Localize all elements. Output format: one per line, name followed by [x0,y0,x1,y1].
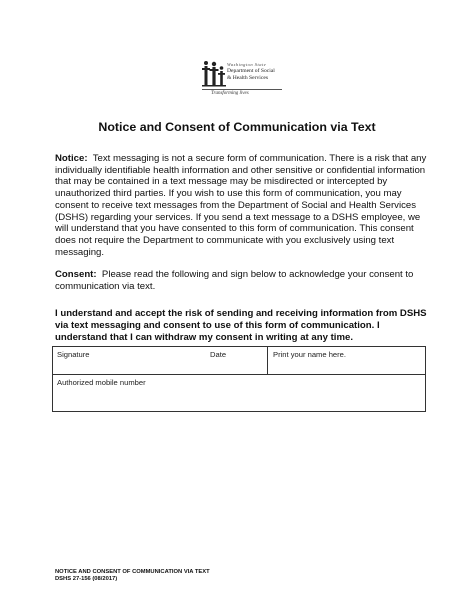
acknowledgement-text: I understand and accept the risk of sending and receiving information from DSHS via text messaging and consent to use of this form of communication. I understand that I can withdraw my consent in writing at any time. [55,308,427,343]
consent-paragraph [55,269,427,292]
logo-divider [202,89,282,90]
logo-dept-line-1: Department of Social [227,68,275,74]
date-field[interactable]: Date [210,350,227,359]
signature-table [52,346,426,412]
page-title: Notice and Consent of Communication via Text [98,120,376,134]
logo-state-text: Washington State [227,62,267,67]
dshs-logo [202,60,282,104]
consent-label: Consent: [55,269,97,280]
signature-row [53,347,425,375]
logo-dept-line-2: & Health Services [227,74,269,81]
footer-form-title: NOTICE AND CONSENT OF COMMUNICATION VIA TEXT [55,569,210,575]
consent-text: Please read the following and sign below to acknowledge your consent to communication via text. [55,269,414,292]
footer-form-number: DSHS 27-156 (08/2017) [55,576,118,582]
notice-label: Notice: [55,153,88,164]
print-name-field[interactable]: Print your name here. [273,350,347,359]
family-figures-icon [202,60,226,88]
logo-tagline: Transforming lives [211,91,249,96]
mobile-number-field[interactable]: Authorized mobile number [57,378,146,387]
form-footer [55,569,210,583]
notice-paragraph [55,153,427,258]
notice-text: Text messaging is not a secure form of communication. There is a risk that any individually identifiable health information and other sensitive or confidential information that may be contained in a text message may be misdirected or intercepted by unauthorized third parties. If you wish to use this form of communication, you may consent to receive text messages from the Department of Social and Health Services (DSHS) regarding your services. If you send a text message to a DSHS employee, we will understand that you have consented to this form of communication. This consent does not require the Department to communicate with you exclusively using text messaging. [55,153,427,258]
logo-department-name [227,68,283,81]
signature-cell-divider [267,347,268,374]
signature-field[interactable]: Signature [57,350,90,359]
